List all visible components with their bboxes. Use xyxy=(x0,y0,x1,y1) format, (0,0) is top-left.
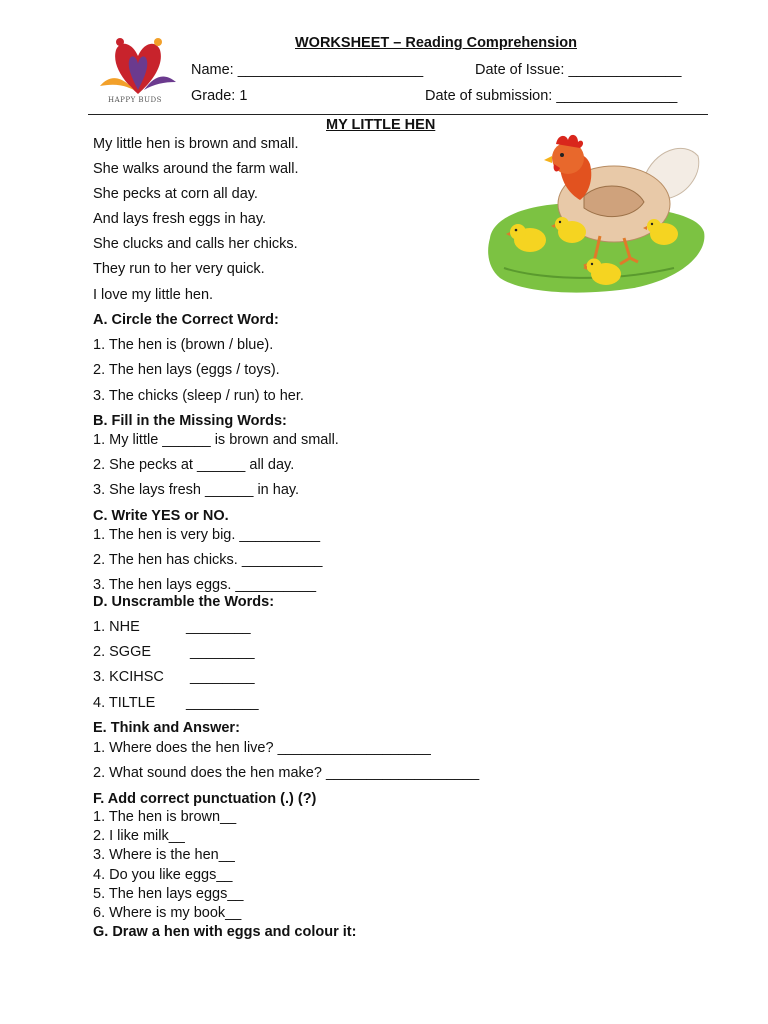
story-line: And lays fresh eggs in hay. xyxy=(93,211,267,227)
worksheet-title: WORKSHEET – Reading Comprehension xyxy=(295,35,577,51)
section-c-item: 3. The hen lays eggs. __________ xyxy=(93,577,317,593)
section-e-item: 2. What sound does the hen make? ___________________ xyxy=(93,765,480,781)
section-a-heading: A. Circle the Correct Word: xyxy=(93,312,279,328)
section-e-item: 1. Where does the hen live? ___________________ xyxy=(93,740,431,756)
section-f-item: 2. I like milk__ xyxy=(93,828,185,844)
unscramble-blank: ________ xyxy=(190,669,255,685)
unscramble-blank: ________ xyxy=(186,619,251,635)
section-a-item: 2. The hen lays (eggs / toys). xyxy=(93,362,280,378)
story-line: They run to her very quick. xyxy=(93,261,265,277)
section-f-item: 3. Where is the hen__ xyxy=(93,847,235,863)
hen-illustration xyxy=(484,128,708,298)
section-b-item: 2. She pecks at ______ all day. xyxy=(93,457,295,473)
story-line: I love my little hen. xyxy=(93,287,214,303)
grade-label: Grade: 1 xyxy=(191,88,248,104)
section-a-item: 1. The hen is (brown / blue). xyxy=(93,337,274,353)
hen-eye xyxy=(560,153,564,157)
section-c-heading: C. Write YES or NO. xyxy=(93,508,229,524)
section-c-item: 2. The hen has chicks. __________ xyxy=(93,552,323,568)
section-f-item: 1. The hen is brown__ xyxy=(93,809,237,825)
section-d-heading: D. Unscramble the Words: xyxy=(93,594,275,610)
section-g-heading: G. Draw a hen with eggs and colour it: xyxy=(93,924,357,940)
section-f-heading: F. Add correct punctuation (.) (?) xyxy=(93,791,317,807)
logo-dot-right xyxy=(154,38,162,46)
section-f-item: 5. The hen lays eggs__ xyxy=(93,886,244,902)
section-b-item: 3. She lays fresh ______ in hay. xyxy=(93,482,300,498)
unscramble-word: 1. NHE xyxy=(93,619,140,635)
date-of-issue-field[interactable]: Date of Issue: ______________ xyxy=(475,62,682,78)
section-a-item: 3. The chicks (sleep / run) to her. xyxy=(93,388,304,404)
logo-text: HAPPY BUDS xyxy=(108,96,162,104)
story-line: She walks around the farm wall. xyxy=(93,161,299,177)
story-line: She clucks and calls her chicks. xyxy=(93,236,298,252)
story-line: My little hen is brown and small. xyxy=(93,136,299,152)
section-b-item: 1. My little ______ is brown and small. xyxy=(93,432,339,448)
unscramble-blank: _________ xyxy=(186,695,259,711)
logo-dot-left xyxy=(116,38,124,46)
name-field[interactable]: Name: _______________________ xyxy=(191,62,424,78)
header-divider xyxy=(88,114,708,115)
section-e-heading: E. Think and Answer: xyxy=(93,720,240,736)
story-title: MY LITTLE HEN xyxy=(326,117,436,133)
story-line: She pecks at corn all day. xyxy=(93,186,258,202)
section-c-item: 1. The hen is very big. __________ xyxy=(93,527,321,543)
section-f-item: 6. Where is my book__ xyxy=(93,905,242,921)
unscramble-word: 3. KCIHSC xyxy=(93,669,164,685)
hen-beak xyxy=(544,156,552,163)
unscramble-word: 2. SGGE xyxy=(93,644,152,660)
section-f-item: 4. Do you like eggs__ xyxy=(93,867,233,883)
unscramble-blank: ________ xyxy=(190,644,255,660)
section-b-heading: B. Fill in the Missing Words: xyxy=(93,413,287,429)
date-of-submission-field[interactable]: Date of submission: _______________ xyxy=(425,88,678,104)
unscramble-word: 4. TILTLE xyxy=(93,695,156,711)
